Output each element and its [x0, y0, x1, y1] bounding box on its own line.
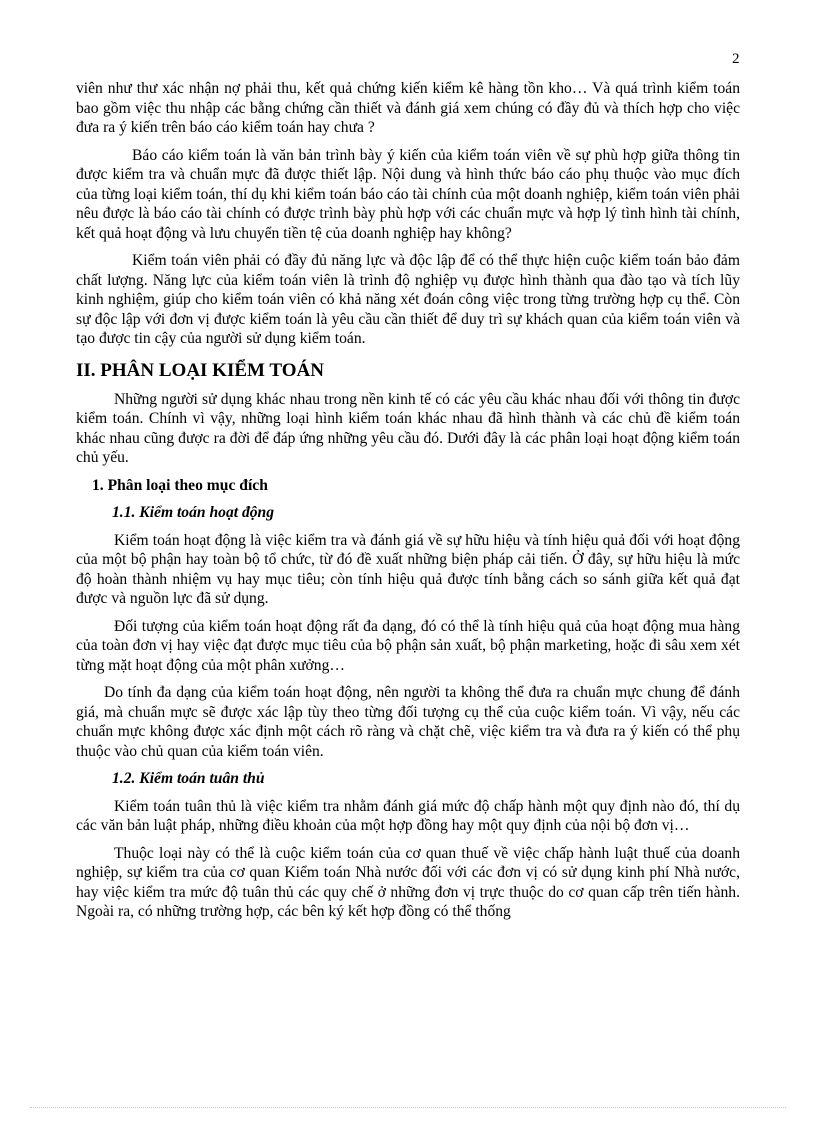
- page-number: 2: [732, 51, 740, 67]
- paragraph-audit-report: Báo cáo kiểm toán là văn bản trình bày ý kiến của kiểm toán viên về sự phù hợp giữa thông tin được kiểm tra và chuẩn mực đã được thiết lập. Nội dung và hình thức báo cáo phụ thuộc vào mục đích của từng loại kiểm toán, thí dụ khi kiểm toán báo cáo tài chính của một doanh nghiệp, kiểm toán viên phải nêu được là báo cáo tài chính có được trình bày phù hợp với các chuẩn mực và hợp lý tình hình tài chính, kết quả hoạt động và lưu chuyển tiền tệ của doanh nghiệp hay không?: [76, 146, 740, 242]
- subsection-heading-operational-audit: 1.1. Kiểm toán hoạt động: [112, 504, 275, 521]
- subsection-heading-by-purpose: 1. Phân loại theo mục đích: [92, 476, 268, 494]
- paragraph-compliance-audit-definition: Kiểm toán tuân thủ là việc kiểm tra nhằm đánh giá mức độ chấp hành một quy định nào đó, thí dụ các văn bản luật pháp, những điều khoản của một hợp đồng hay một quy định của nội bộ đơn vị…: [76, 797, 740, 834]
- paragraph-compliance-audit-examples: Thuộc loại này có thể là cuộc kiểm toán của cơ quan thuế về việc chấp hành luật thuế của doanh nghiệp, sự kiểm tra của cơ quan Kiểm toán Nhà nước đối với các đơn vị có sử dụng kinh phí Nhà nước, hay việc kiểm tra mức độ tuân thủ các quy chế ở những đơn vị trực thuộc do cơ quan cấp trên tiến hành. Ngoài ra, có những trường hợp, các bên ký kết hợp đồng có thể thống: [76, 844, 740, 920]
- page-bottom-divider: [30, 1107, 786, 1108]
- paragraph-operational-audit-scope: Đối tượng của kiểm toán hoạt động rất đa dạng, đó có thể là tính hiệu quả của hoạt động mua hàng của toàn đơn vị hay việc đạt được mục tiêu của bộ phận sản xuất, bộ phận marketing, hoặc đi sâu xem xét từng mặt hoạt động của một phân xưởng…: [76, 617, 740, 674]
- paragraph-classification-intro: Những người sử dụng khác nhau trong nền kinh tế có các yêu cầu khác nhau đối với thông tin được kiểm toán. Chính vì vậy, những loại hình kiểm toán khác nhau đã hình thành và các chủ đề kiểm toán khác nhau cũng được ra đời để đáp ứng những yêu cầu đó. Dưới đây là các phân loại hoạt động kiểm toán chủ yếu.: [76, 390, 740, 466]
- paragraph-auditor-competence: Kiểm toán viên phải có đầy đủ năng lực và độc lập để có thể thực hiện cuộc kiểm toán bảo đảm chất lượng. Năng lực của kiểm toán viên là trình độ nghiệp vụ được hình thành qua đào tạo và tích lũy kinh nghiệm, giúp cho kiểm toán viên có khả năng xét đoán công việc trong từng trường hợp cụ thể. Còn sự độc lập với đơn vị được kiểm toán là yêu cầu cần thiết để duy trì sự khách quan của kiểm toán viên và tạo được tin cậy của người sử dụng kiểm toán.: [76, 252, 740, 347]
- subsection-heading-compliance-audit: 1.2. Kiểm toán tuân thủ: [112, 770, 265, 787]
- section-heading-classification: II. PHÂN LOẠI KIỂM TOÁN: [76, 359, 324, 381]
- document-body: [76, 79, 740, 930]
- paragraph-operational-audit-criteria: Do tính đa dạng của kiểm toán hoạt động, nên người ta không thể đưa ra chuẩn mực chung để đánh giá, mà chuẩn mực sẽ được xác lập tùy theo từng đối tượng cụ thể của cuộc kiểm toán. Vì vậy, nếu các chuẩn mực không được xác định một cách rõ ràng và chặt chẽ, việc kiểm tra và đưa ra ý kiến có thể phụ thuộc vào chủ quan của kiểm toán viên.: [76, 684, 740, 760]
- paragraph-operational-audit-definition: Kiểm toán hoạt động là việc kiểm tra và đánh giá về sự hữu hiệu và tính hiệu quả đối với hoạt động của một bộ phận hay toàn bộ tổ chức, từ đó đề xuất những biện pháp cải tiến. Ở đây, sự hữu hiệu là mức độ hoàn thành nhiệm vụ hay mục tiêu; còn tính hiệu quả được tính bằng cách so sánh giữa kết quả đạt được và nguồn lực đã sử dụng.: [76, 531, 740, 607]
- paragraph-audit-process: viên như thư xác nhận nợ phải thu, kết quả chứng kiến kiểm kê hàng tồn kho… Và quá trình kiểm toán bao gồm việc thu nhập các bằng chứng cần thiết và đánh giá xem chúng có đầy đủ và thích hợp cho việc đưa ra ý kiến trên báo cáo kiểm toán hay chưa ?: [76, 80, 740, 136]
